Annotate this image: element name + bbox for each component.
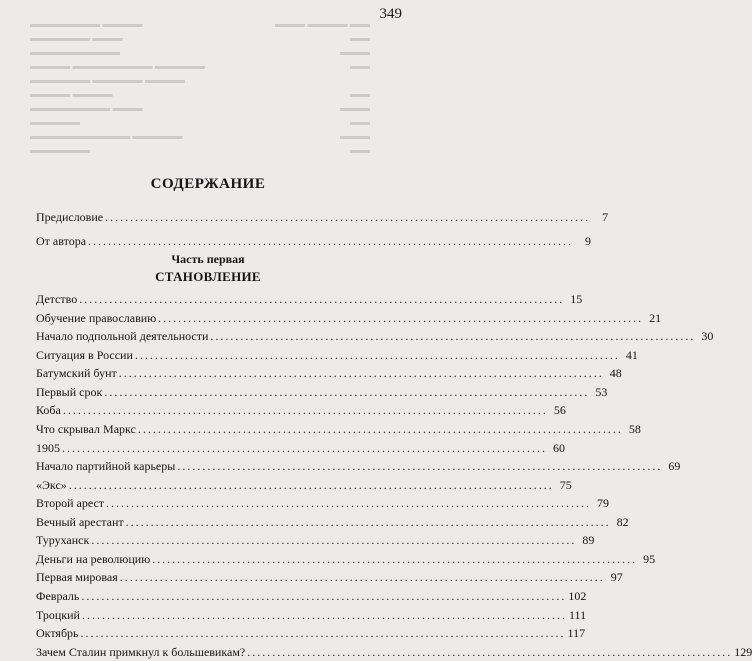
toc-entry-from-author[interactable] bbox=[36, 229, 592, 253]
toc-entry-title: Обучение православию bbox=[36, 310, 157, 325]
toc-entry[interactable] bbox=[36, 290, 583, 309]
toc-entry[interactable] bbox=[36, 513, 629, 532]
toc-entry[interactable] bbox=[36, 420, 641, 439]
toc-entry-title: «Экс» bbox=[36, 477, 67, 492]
front-matter-list bbox=[36, 205, 609, 253]
toc-entry-title: Ситуация в России bbox=[36, 347, 133, 362]
toc-entry-page: 111 bbox=[568, 607, 587, 622]
dot-leader: ................................................................................................. bbox=[158, 310, 644, 325]
toc-entry[interactable] bbox=[36, 364, 622, 383]
toc-entry-page: 9 bbox=[585, 234, 592, 248]
toc-entry[interactable] bbox=[36, 550, 656, 569]
show-through-texture: ▬▬▬▬▬▬▬ ▬▬▬▬ ▬▬▬ ▬▬▬▬ ▬▬ ▬▬▬▬▬▬ ▬▬▬ ▬▬ ▬▬▬▬▬▬▬▬▬ ▬▬▬ ▬▬▬▬ ▬▬▬▬▬▬▬▬ ▬▬▬▬▬ ▬▬ ▬▬▬▬▬▬ ▬▬▬▬▬ ▬▬▬▬ ▬▬▬▬ ▬▬▬▬ ▬▬ ▬▬▬▬▬▬▬▬ ▬▬▬ ▬▬▬ ▬▬▬▬▬ ▬▬ ▬▬▬▬▬▬▬▬▬▬ ▬▬▬▬▬ ▬▬▬ ▬▬▬▬▬▬ ▬▬ bbox=[30, 19, 370, 156]
toc-entry-page: 56 bbox=[553, 403, 566, 418]
page-number: 349 bbox=[379, 6, 402, 22]
toc-entry-title: Февраль bbox=[36, 589, 80, 603]
toc-entry-page: 21 bbox=[649, 310, 662, 325]
toc-entry-title: Первая мировая bbox=[36, 570, 118, 585]
dot-leader: ................................................................................................. bbox=[91, 533, 577, 548]
toc-entry-page: 30 bbox=[701, 329, 714, 344]
dot-leader: ................................................................................................. bbox=[62, 403, 548, 418]
toc-entry-page: 7 bbox=[602, 210, 609, 224]
toc-entry-title: От автора bbox=[36, 234, 87, 248]
dot-leader: ................................................................................................. bbox=[81, 589, 567, 603]
dot-leader: ................................................................................................. bbox=[210, 329, 696, 344]
toc-entry-page: 129 bbox=[734, 644, 752, 659]
toc-entry-title: Что скрывал Маркс bbox=[36, 421, 136, 436]
toc-entry[interactable] bbox=[36, 624, 586, 643]
dot-leader: ................................................................................................. bbox=[125, 514, 611, 529]
toc-entry-page: 48 bbox=[609, 366, 622, 381]
toc-entry-page: 58 bbox=[628, 421, 641, 436]
dot-leader: ................................................................................................. bbox=[134, 347, 620, 362]
part-title: СТАНОВЛЕНИЕ bbox=[155, 269, 261, 284]
toc-entry[interactable] bbox=[36, 309, 662, 328]
dot-leader: ................................................................................................. bbox=[68, 477, 554, 492]
toc-entry[interactable] bbox=[36, 606, 587, 625]
contents-title: СОДЕРЖАНИЕ bbox=[150, 176, 266, 192]
toc-entry[interactable] bbox=[36, 531, 595, 550]
toc-entry-title: Троцкий bbox=[36, 607, 80, 622]
toc-entry-page: 79 bbox=[597, 496, 610, 511]
dot-leader: ................................................................................................. bbox=[137, 421, 623, 436]
dot-leader: ................................................................................................. bbox=[79, 292, 565, 306]
toc-entry-page: 82 bbox=[616, 514, 629, 529]
toc-entry[interactable] bbox=[36, 327, 714, 346]
toc-entry-title: Октябрь bbox=[36, 626, 79, 641]
chapter-list bbox=[36, 290, 752, 661]
dot-leader: ................................................................................................. bbox=[152, 551, 638, 566]
toc-entry-title: Предисловие bbox=[36, 210, 104, 224]
toc-entry-page: 15 bbox=[570, 292, 583, 306]
part-label: Часть первая bbox=[171, 252, 245, 266]
dot-leader: ................................................................................................. bbox=[118, 366, 604, 381]
toc-entry-title: Батумский бунт bbox=[36, 366, 117, 381]
toc-entry[interactable] bbox=[36, 587, 587, 606]
dot-leader: ................................................................................................. bbox=[81, 607, 567, 622]
toc-entry[interactable] bbox=[36, 439, 565, 458]
toc-entry-page: 53 bbox=[595, 384, 608, 399]
toc-entry[interactable] bbox=[36, 383, 608, 402]
toc-entry-page: 60 bbox=[553, 440, 565, 455]
toc-entry-page: 89 bbox=[582, 533, 595, 548]
dot-leader: ................................................................................................. bbox=[106, 496, 592, 511]
toc-entry-title: Вечный арестант bbox=[36, 514, 124, 529]
toc-entry-title: 1905 bbox=[36, 440, 60, 455]
dot-leader: ................................................................................................. bbox=[80, 626, 566, 641]
toc-entry-title: Детство bbox=[36, 292, 78, 306]
toc-entry[interactable] bbox=[36, 401, 566, 420]
toc-entry-preface[interactable] bbox=[36, 205, 609, 229]
toc-entry-page: 69 bbox=[668, 459, 681, 474]
toc-entry-page: 95 bbox=[643, 551, 656, 566]
dot-leader: ................................................................................................. bbox=[177, 459, 663, 474]
toc-entry-title: Второй арест bbox=[36, 496, 105, 511]
toc-entry[interactable] bbox=[36, 346, 638, 365]
toc-entry-page: 41 bbox=[625, 347, 638, 362]
toc-entry[interactable] bbox=[36, 476, 572, 495]
toc-entry[interactable] bbox=[36, 643, 752, 661]
toc-entry-title: Деньги на революцию bbox=[36, 551, 151, 566]
toc-entry[interactable] bbox=[36, 494, 610, 513]
toc-entry-title: Туруханск bbox=[36, 533, 90, 548]
toc-entry-page: 97 bbox=[610, 570, 623, 585]
dot-leader: ................................................................................................. bbox=[88, 234, 574, 248]
dot-leader: ................................................................................................. bbox=[62, 440, 547, 455]
toc-entry-title: Начало подпольной деятельности bbox=[36, 329, 209, 344]
toc-entry-title: Зачем Сталин примкнул к большевикам? bbox=[36, 644, 246, 659]
toc-entry-page: 102 bbox=[568, 589, 587, 603]
toc-entry-page: 75 bbox=[559, 477, 572, 492]
toc-entry-page: 117 bbox=[567, 626, 586, 641]
dot-leader: ................................................................................................. bbox=[119, 570, 605, 585]
dot-leader: ................................................................................................. bbox=[247, 644, 733, 659]
toc-entry-title: Коба bbox=[36, 403, 61, 418]
toc-entry-title: Первый срок bbox=[36, 384, 103, 399]
dot-leader: ................................................................................................. bbox=[104, 384, 590, 399]
toc-entry[interactable] bbox=[36, 568, 623, 587]
toc-entry[interactable] bbox=[36, 457, 681, 476]
toc-entry-title: Начало партийной карьеры bbox=[36, 459, 176, 474]
dot-leader: ................................................................................................. bbox=[105, 210, 591, 224]
